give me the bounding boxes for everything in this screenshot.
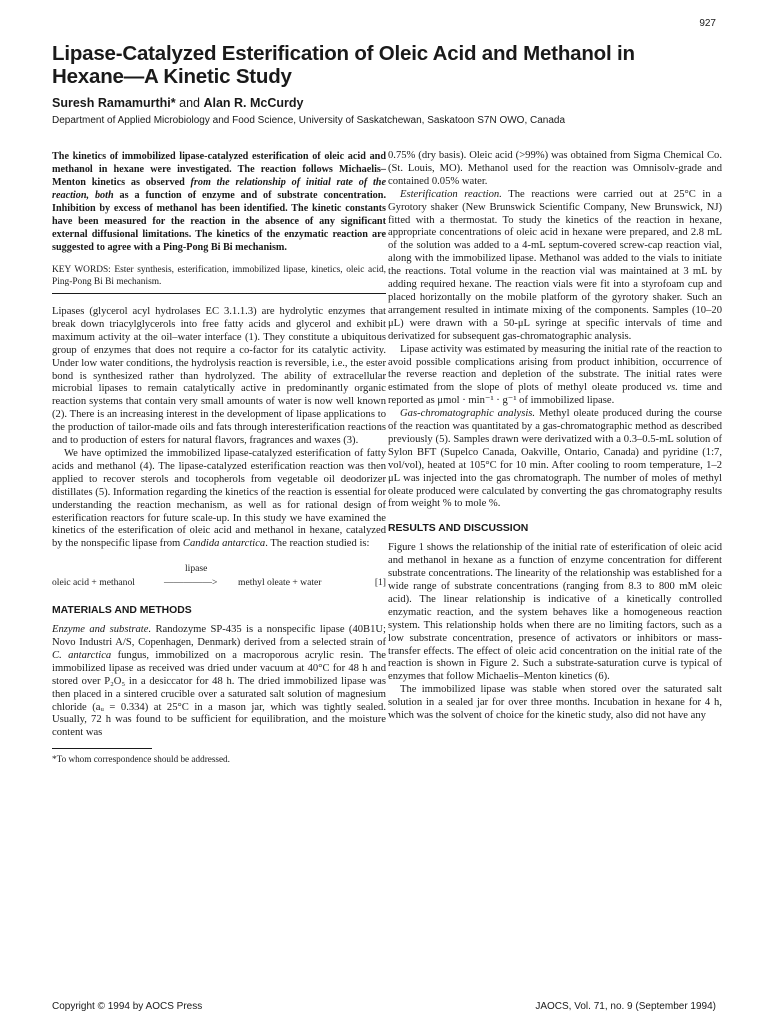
intro-paragraph-1: Lipases (glycerol acyl hydrolases EC 3.1.1.3) are hydrolytic enzymes that break down triacylglycerols into free fatty acids and glycerol and exhibit maximum activity at the oil–water interface (1). They constitute a ubiquitous group of enzymes that does not require a co-factor for its catalytic activity. Under low water conditions, the hydrolysis reaction is reversible, i.e., the ester bond is synthesized rather than hydrolyzed. The ability of extracellular microbial lipases to remain catalytically active in predominantly organic reaction systems that contain very small amounts of water is now well known (2). There is an increasing interest in the development of lipase applications to the production of tailor-made oils and fats through interesterification reactions and to production of esters for natural flavors, fragrances and waxes (3). [52,306,386,447]
page-number: 927 [699,18,716,29]
materials-enzyme-paragraph: Enzyme and substrate. Randozyme SP-435 is a nonspecific lipase (40B1U; Novo Industri A/S, Copenhagen, Denmark) derived from a selected strain of C. antarctica fungus, immobilized on a macroporous acrylic resin. The immobilized lipase as received was dried under vacuum at 40°C for 48 h and stored over P₂O₅ in a desiccator for 48 h. The dried immobilized lipase was then placed in a sintered crucible over a saturated salt solution of magnesium chloride (aᵤ = 0.334) at 25°C in a mason jar, which was tightly sealed. Usually, 72 h was found to be sufficient for equilibration, and the moisture content was [52,624,386,739]
right-column [388,150,722,723]
affiliation: Department of Applied Microbiology and Food Science, University of Saskatchewan, Saskatoon S7N OWO, Canada [52,115,566,126]
results-paragraph-1: Figure 1 shows the relationship of the initial rate of esterification of oleic acid and methanol in hexane as a function of enzyme concentration for different substrate concentrations. The linearity of the relationship was established for a wide range of substrate concentrations (ranging from 8.3 to 800 mM oleic acid). The linear relationship is indicative of a kinetically controlled enzymatic reaction, and the system behaves like a homogeneous reaction system. This relationship holds when there are no limiting factors, such as a low substrate concentration, presence of activators or inhibitors or mass-transfer effects. The effect of oleic acid concentration on the initial rate of the reaction is shown in Figure 2. Such a substrate-saturation curve is typical of enzymes that follow Michaelis–Menton kinetics (6). [388,542,722,683]
equation-reactants: oleic acid + methanol [52,577,135,589]
equation-arrow: —————> [164,577,218,589]
corresponding-mark: * [170,96,176,110]
article-title: Lipase-Catalyzed Esterification of Oleic Acid and Methanol in Hexane—A Kinetic Study [52,42,635,88]
section-heading-results: RESULTS AND DISCUSSION [388,523,529,535]
intro-paragraph-2: We have optimized the immobilized lipase-catalyzed esterification of fatty acids and methanol (4). The lipase-catalyzed esterification reaction was then applied to recover sterols and tocopherols from vegetable oil deodorizer distillates (5). Information regarding the kinetics of the reaction is essential for understanding the reaction mechanism, as well as for rational design of esterification reactors for future scale-up. In this study we have examined the kinetics of the esterification of oleic acid and methanol in hexane, catalyzed by the nonspecific lipase from Candida antarctica. The reaction studied is: [52,447,386,550]
footnote-rule [52,748,152,749]
author-line [52,96,303,110]
footer-copyright: Copyright © 1994 by AOCS Press [52,1001,203,1012]
author-2: Alan R. McCurdy [203,96,304,110]
footer-journal: JAOCS, Vol. 71, no. 9 (September 1994) [535,1001,716,1012]
footnote: *To whom correspondence should be addressed. [52,754,230,765]
equation-products: methyl oleate + water [238,577,322,589]
lipase-activity-paragraph: Lipase activity was estimated by measuring the initial rate of the reaction to avoid possible complications arising from product inhibition, occurrence of the reverse reaction and depletion of the substrate. The initial rates were estimated from the slope of plots of methyl oleate produced vs. time and reported as μmol · min⁻¹ · g⁻¹ of immobilized lipase. [388,343,723,407]
gc-analysis-paragraph: Gas-chromatographic analysis. Methyl oleate produced during the course of the reaction was quantitated by a gas-chromatographic method as described previously (5). Samples drawn were derivatized with a 0.3–0.5-mL solution of Sylon BFT (Supelco Canada, Oakville, Ontario, Canada) and pyridine (1:7, vol/vol), heated at 105°C for 10 min. After cooling to room temperature, 1–2 μL was injected into the gas chromatograph. The number of moles of methyl oleate produced were calculated by converting the gas chromatography results from weight % to mole %. [388,408,722,510]
abstract: The kinetics of immobilized lipase-catalyzed esterification of oleic acid and methanol in hexane were investigated. The reaction follows Michaelis–Menton kinetics as observed from the relationship of initial rate of the reaction, both as a function of enzyme and of substrate concentration. Inhibition by excess of methanol has been identified. The kinetic constants have been measured for the reaction in the absence of any significant external diffusional limitations. The kinetics of the enzymatic reaction are suggested to agree with a Ping-Pong Bi Bi mechanism. [52,151,386,253]
equation-number: [1] [374,577,386,589]
reaction-equation [52,563,386,593]
author-conjunction: and [175,96,204,110]
section-heading-materials: MATERIALS AND METHODS [52,605,192,617]
author-1: Suresh Ramamurthi [52,96,171,110]
materials-enzyme-continued: 0.75% (dry basis). Oleic acid (>99%) was obtained from Sigma Chemical Co. (St. Louis, MO). Methanol used for the reaction was Omnisolv-grade and contained 0.05% water. [388,150,722,187]
equation-enzyme: lipase [185,563,208,575]
results-paragraph-2: The immobilized lipase was stable when stored over the saturated salt solution in a sealed jar for over three months. Incubation in hexane for 4 h, which was the solvent of choice for the kinetic study, also did not have any [388,684,722,722]
keywords: KEY WORDS: Ester synthesis, esterification, immobilized lipase, kinetics, oleic acid, Ping-Pong Bi Bi mechanism. [52,264,386,294]
left-column [52,150,386,766]
esterification-paragraph: Esterification reaction. The reactions were carried out at 25°C in a Gyrotory shaker (New Brunswick Scientific Company, New Brunswick, NJ) fitted with a thermostat. To study the kinetics of the reaction in hexane, appropriate concentrations of oleic acid in hexane were prepared, and 2.8 mL of the solution was added to a 4-mL septum-covered screw-cap reaction vial, along with the immobilized lipase. Methanol was added to the vials to initiate the reactions. Total volume in the reaction vial was maintained at 3 mL by adding required hexane. The reaction vials were fit into a styrofoam cup and placed horizontally on the mobile platform of the gyrotory shaker. Such an arrangement resulted in intimate mixing of the components. Samples (10–20 μL) were drawn with a 50-μL syringe at specific intervals of time and derivatized for subsequent gas-chromatographic analysis. [388,188,722,342]
